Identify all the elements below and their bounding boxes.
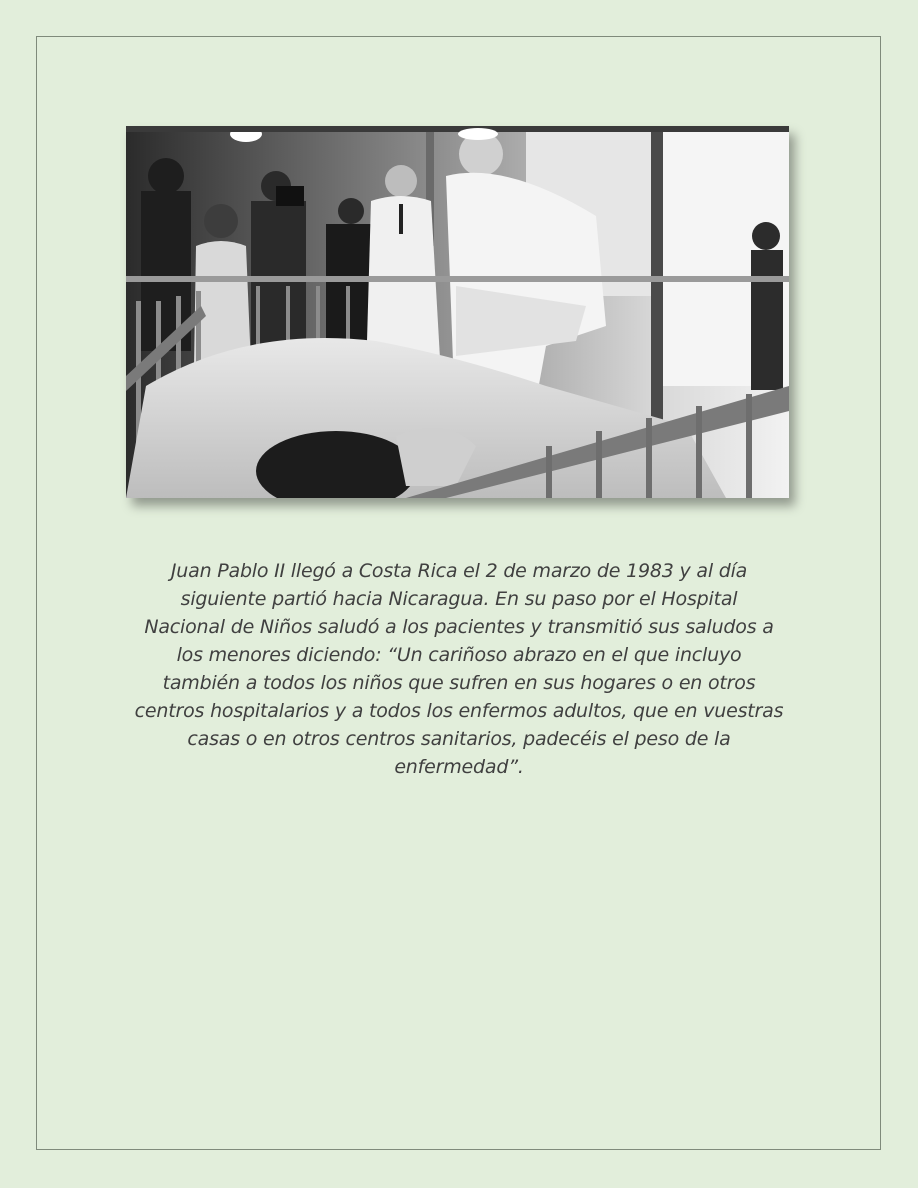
photo-caption: Juan Pablo II llegó a Costa Rica el 2 de marzo de 1983 y al día siguiente partió hacia Nicaragua. En su paso por el Hospital Nacional de Niños saludó a los pacientes y transmitió sus saludos a los menores diciendo: “Un cariñoso abrazo en el que incluyo también a todos los niños que sufren en sus hogares o en otros centros hospitalarios y a todos los enfermos adultos, que en vuestras casas o en otros centros sanitarios, padecéis el peso de la enfermedad”. [134, 560, 784, 778]
hospital-photo [126, 126, 789, 498]
photo-illustration [126, 126, 789, 498]
